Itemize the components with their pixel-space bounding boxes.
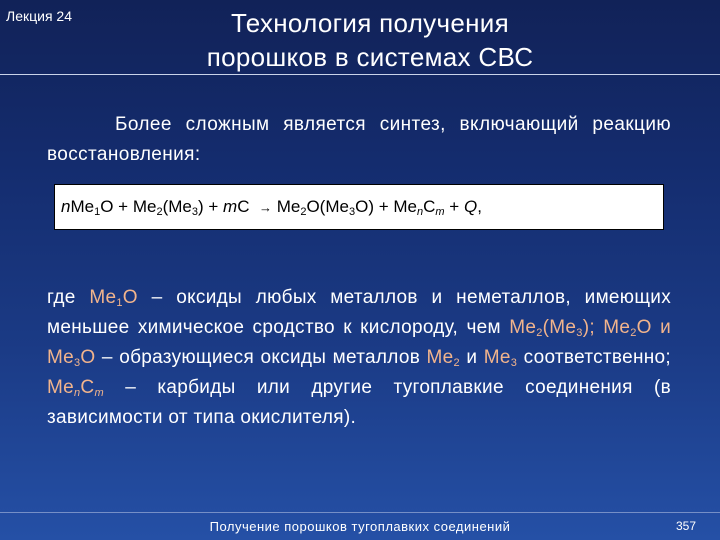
desc-mnc-a: Me: [47, 377, 74, 398]
desc-me2o: [603, 317, 652, 338]
desc-me2-sub: 2: [536, 327, 543, 339]
desc-me2o-b: O: [636, 317, 652, 338]
formula-me1: Me: [70, 197, 95, 216]
desc-mnc-m: m: [94, 387, 104, 399]
lecture-label: Лекция 24: [6, 8, 72, 24]
desc-mnc: [47, 377, 104, 398]
formula-comma: ,: [477, 197, 482, 216]
desc-m2-sub: 2: [453, 357, 460, 369]
formula-close-plus: ) +: [368, 197, 394, 216]
formula-n: n: [61, 197, 71, 216]
desc-m2: [427, 347, 460, 368]
desc-me1o-b: O: [122, 287, 138, 308]
desc-m2-a: Me: [426, 347, 454, 368]
desc-me3-sub: 3: [576, 327, 583, 339]
desc-m3: [484, 347, 517, 368]
formula-men: Me: [393, 197, 417, 216]
desc-me2-a: Me: [509, 317, 537, 338]
desc-me2o-sub: 2: [630, 327, 637, 339]
page-number: 357: [676, 519, 697, 533]
formula-o2: O: [355, 197, 369, 216]
desc-mnc-m-sub: [94, 387, 103, 399]
formula-arrow: →: [258, 200, 272, 215]
desc-me1o-sub: 1: [116, 297, 123, 309]
formula-o-plus: O +: [100, 197, 133, 216]
formula-box: [54, 184, 664, 230]
title-line-2: порошков в системах СВС: [206, 42, 534, 72]
intro-paragraph: Более сложным является синтез, включающий реакцию восстановления:: [47, 114, 671, 165]
desc-me3o-b: O: [80, 347, 96, 368]
formula-sub-1: 1: [94, 206, 101, 218]
formula-me3: Me: [168, 197, 192, 216]
desc-me2-me3: [509, 317, 595, 338]
desc-text-7: соответственно;: [517, 347, 671, 368]
desc-text-5: – образующиеся оксиды металлов: [95, 347, 427, 368]
formula-me2: Me: [132, 197, 157, 216]
formula-sub-2b: 2: [300, 206, 307, 218]
formula-sub-m-italic: m: [435, 206, 445, 218]
desc-me2o-a: Me: [603, 317, 631, 338]
formula-paren: (: [319, 197, 326, 216]
formula-q: Q: [463, 197, 478, 216]
formula-cmark: C: [423, 197, 436, 216]
desc-text-1: где: [47, 287, 90, 308]
desc-me1o-a: Me: [89, 287, 117, 308]
desc-text-2: – оксиды любых металлов и неметаллов, имеющих меньшее химическое сродство к кислороду, чем: [47, 287, 671, 338]
desc-text-3: [595, 317, 603, 338]
formula-m: m: [223, 197, 238, 216]
footer-title: Получение порошков тугоплавких соединений: [209, 519, 511, 534]
desc-mnc-c: C: [80, 377, 95, 398]
formula-me2o: Me: [276, 197, 301, 216]
formula-o1: O: [306, 197, 320, 216]
title-divider: [0, 74, 720, 75]
desc-me2-paren: (Me: [542, 317, 577, 338]
formula-sub-3: 3: [191, 206, 198, 218]
desc-text-4: и: [651, 317, 671, 338]
formula-me3o: Me: [325, 197, 349, 216]
slide-title: [90, 6, 650, 74]
footer-divider: [0, 512, 720, 513]
desc-me1o: [89, 287, 138, 308]
formula-sub-m: [435, 206, 444, 218]
formula-c: C: [237, 197, 250, 216]
desc-me3o: [47, 347, 96, 368]
description-paragraph: [47, 283, 671, 433]
desc-m3-sub: 3: [510, 357, 518, 369]
desc-me3o-a: Me: [47, 347, 74, 368]
desc-me2-close: );: [582, 317, 595, 338]
desc-mnc-n: n: [74, 387, 81, 399]
formula-sub-3b: 3: [348, 206, 356, 218]
formula-paren-close: ) +: [198, 197, 224, 216]
formula-sub-n-italic: n: [417, 206, 424, 218]
desc-me3o-sub: 3: [74, 357, 81, 369]
desc-text-8: – карбиды или другие тугоплавкие соединения (в зависимости от типа окислителя).: [47, 377, 671, 428]
formula-plus: +: [444, 197, 464, 216]
desc-text-6: и: [459, 347, 484, 368]
formula-sub-2: 2: [156, 206, 163, 218]
desc-m3-a: Me: [483, 347, 511, 368]
formula-paren-open: (: [162, 197, 169, 216]
title-line-1: Технология получения: [231, 8, 509, 38]
